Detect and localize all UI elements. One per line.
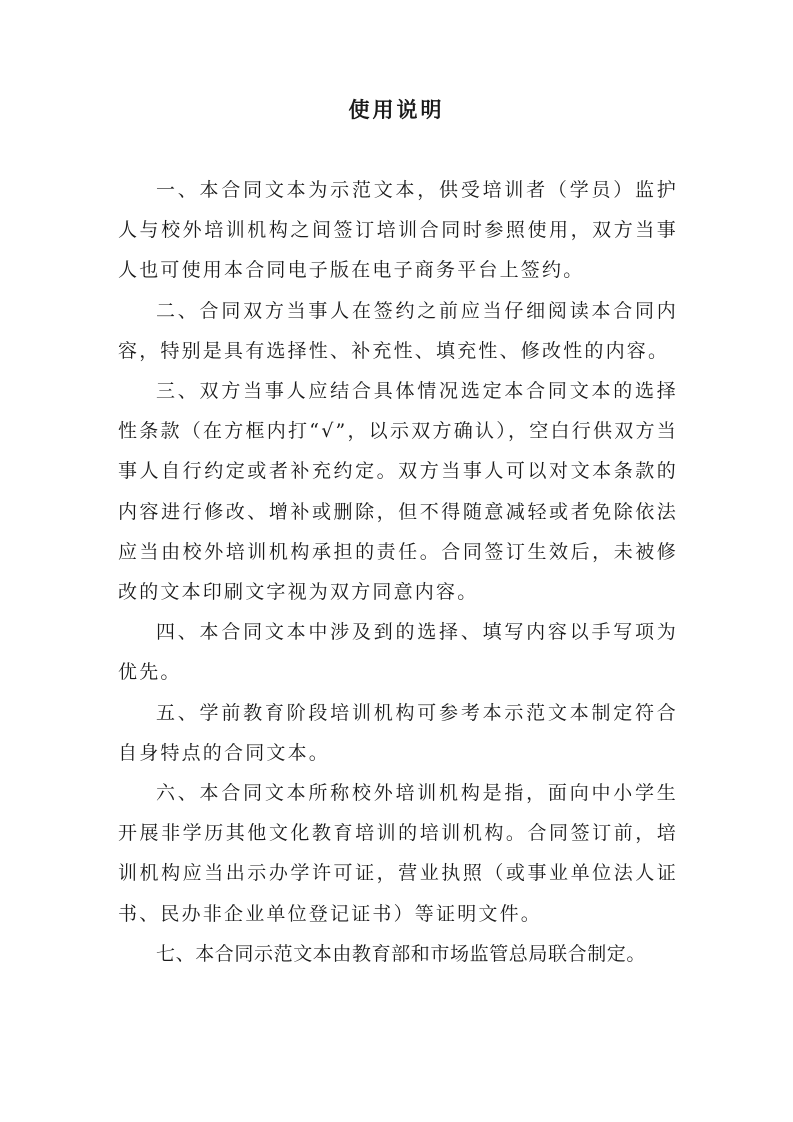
paragraph-2: 二、合同双方当事人在签约之前应当仔细阅读本合同内容，特别是具有选择性、补充性、填充性、修改性的内容。: [118, 299, 678, 362]
paragraph-7: 七、本合同示范文本由教育部和市场监管总局联合制定。: [156, 942, 647, 965]
paragraph-1: 一、本合同文本为示范文本，供受培训者（学员）监护人与校外培训机构之间签订培训合同时参照使用，双方当事人也可使用本合同电子版在电子商务平台上签约。: [118, 179, 678, 282]
paragraph-6: 六、本合同文本所称校外培训机构是指，面向中小学生开展非学历其他文化教育培训的培训机构。合同签订前，培训机构应当出示办学许可证，营业执照（或事业单位法人证书、民办非企业单位登记证书）等证明文件。: [118, 782, 678, 925]
paragraph-3: 三、双方当事人应结合具体情况选定本合同文本的选择性条款（在方框内打“√”，以示双方确认），空白行供双方当事人自行约定或者补充约定。双方当事人可以对文本条款的内容进行修改、增补或删除，但不得随意减轻或者免除依法应当由校外培训机构承担的责任。合同签订生效后，未被修改的文本印刷文字视为双方同意内容。: [118, 380, 678, 604]
paragraph-5: 五、学前教育阶段培训机构可参考本示范文本制定符合自身特点的合同文本。: [118, 701, 678, 764]
paragraph-4: 四、本合同文本中涉及到的选择、填写内容以手写项为优先。: [118, 621, 678, 684]
page-title: 使用说明: [348, 98, 445, 122]
instructions-body: [118, 170, 678, 974]
